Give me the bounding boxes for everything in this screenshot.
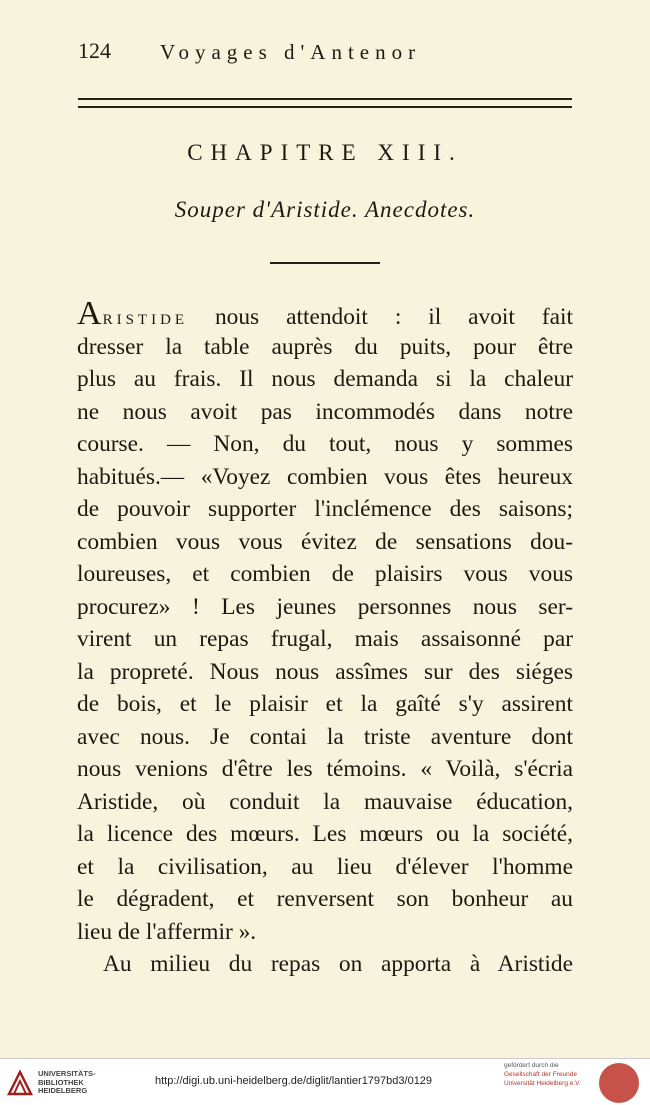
sponsor-text: gefördert durch die Gesellschaft der Freunde Universität Heidelberg e.V.: [504, 1062, 581, 1087]
footer-bar: [0, 1058, 650, 1105]
text-line: la propreté. Nous nous assîmes sur des siéges: [77, 658, 573, 685]
text-line: loureuses, et combien de plaisirs vous vous: [77, 561, 573, 587]
text-line: la licence des mœurs. Les mœurs ou la société,: [77, 821, 573, 847]
body-text: [77, 295, 573, 981]
chapter-subtitle: Souper d'Aristide. Anecdotes.: [174, 197, 476, 222]
text-line: plus au frais. Il nous demanda si la chaleur: [77, 366, 573, 392]
library-name: UNIVERSITÄTS- BIBLIOTHEK HEIDELBERG: [38, 1069, 96, 1095]
sponsor-seal-icon: [599, 1063, 639, 1103]
text-line: virent un repas frugal, mais assaisonné par: [77, 626, 573, 652]
text-line: le dégradent, et renversent son bonheur au: [77, 886, 573, 912]
running-title: Voyages d'Antenor: [160, 40, 422, 64]
text-line: habitués.— «Voyez combien vous êtes heureux: [77, 463, 573, 490]
header-rule: [78, 98, 572, 100]
text-line: de bois, et le plaisir et la gaîté s'y assirent: [77, 691, 573, 717]
page-number: 124: [78, 38, 111, 63]
section-divider: [270, 262, 380, 264]
text-line: dresser la table auprès du puits, pour être: [77, 333, 573, 360]
small-caps-word: RISTIDE: [102, 312, 189, 328]
chapter-title: CHAPITRE XIII.: [187, 140, 463, 165]
library-logo[interactable]: [6, 1067, 126, 1099]
text-line: ARISTIDE nous attendoit : il avoit fait: [77, 295, 573, 332]
text-line: avec nous. Je contai la triste aventure dont: [77, 723, 573, 750]
text-line: Au milieu du repas on apporta à Aristide: [103, 951, 573, 977]
text-line: course. — Non, du tout, nous y sommes: [77, 431, 573, 457]
text-line: procurez» ! Les jeunes personnes nous ser-: [77, 593, 573, 620]
source-url[interactable]: http://digi.ub.uni-heidelberg.de/diglit/lantier1797bd3/0129: [155, 1075, 433, 1087]
text-line: nous venions d'être les témoins. « Voilà, s'écria: [77, 756, 573, 782]
text-line: de pouvoir supporter l'inclémence des saisons;: [77, 496, 573, 522]
text-line: combien vous vous évitez de sensations dou-: [77, 528, 573, 555]
library-emblem-icon: [6, 1069, 34, 1097]
header-rule-double: [78, 106, 572, 108]
drop-cap: A: [77, 295, 103, 332]
running-head: [78, 38, 598, 72]
text-line: Aristide, où conduit la mauvaise éducation,: [77, 788, 573, 815]
text-line: lieu de l'affermir ».: [77, 918, 257, 945]
text-line: ne nous avoit pas incommodés dans notre: [77, 398, 573, 425]
text-line: et la civilisation, au lieu d'élever l'homme: [77, 853, 573, 880]
